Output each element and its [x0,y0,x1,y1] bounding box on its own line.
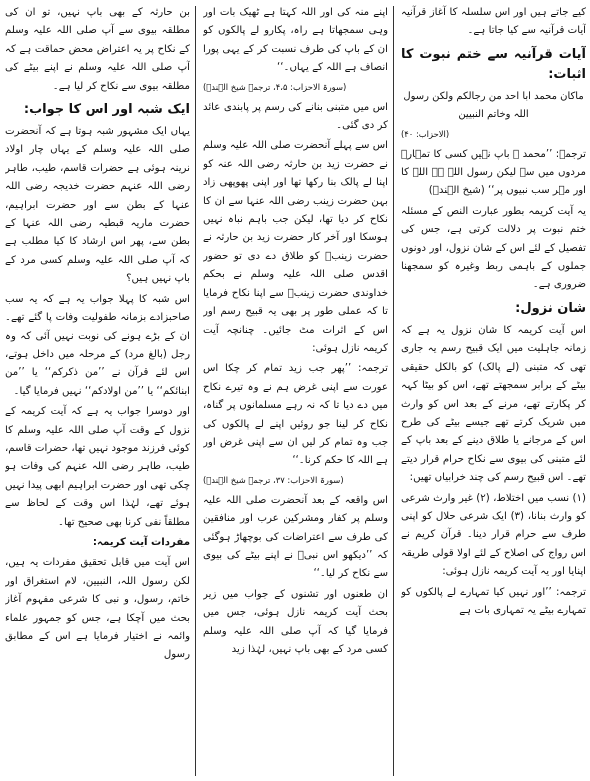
paragraph: کیے جاتے ہیں اور اس سلسلہ کا آغاز قرآنیہ آیات قرآنیہ سے کیا جاتا ہے۔ [401,7,586,37]
text-column-left [5,4,190,776]
paragraph: اس واقعہ کے بعد آنحضرت صلی اللہ علیہ وسلم پر کفار ومشرکین عرب اور منافقین کی طرف سے اعتراضات کی بوچھاڑ ہوگئی کہ ’’دیکھو اس نبیؐ نے اپنے بیٹے کی بیوی سے نکاح کر لیا۔‘‘ [203,494,388,580]
paragraph: (۱) نسب میں اختلاط، (۲) غیر وارث شرعی کو وارث بنانا، (۳) ایک شرعی حلال کو اپنی طرف سے حرام قرار دینا۔ قرآن کریم نے اس رواج کی اصلاح کے لئے اولا قولی طریقہ اپنایا اور یہ آیت کریمہ نازل ہوئی: [401,492,586,578]
paragraph: بن حارثہ کے بھی باپ نہیں، تو ان کی مطلقہ بیوی سے آپ صلی اللہ علیہ وسلم کے نکاح پر یہ اعتراض محض حماقت ہے کہ آپ صلی اللہ علیہ وسلم نے اپنے بیٹے کی مطلقہ بیوی سے نکاح کر لیا ہے۔ [5,7,190,92]
paragraph: اس میں متبنی بنانے کی رسم پر پابندی عائد کر دی گئی۔ [203,101,388,132]
verse-reference: (سورۃ الاحزاب: ۴،۵، ترجمہ شیخ الہندؒ) [203,81,347,92]
paragraph: اس شبہ کا پہلا جواب یہ ہے کہ یہ سب صاحبزادے بزمانہ طفولیت وفات پا گئے تھے۔ ان کے بڑے ہونے کی نوبت نہیں آئی کہ وہ رجل (بالغ مرد) کے مرحلہ میں داخل ہوتے، اس لئے قرآن نے ’’من ذکرکم‘‘ یا ’’من ابنائکم‘‘ یا ’’من اولادکم‘‘ نہیں فرمایا گیا۔ [5,293,190,397]
column-divider [393,6,394,776]
text-column-right [401,4,586,776]
paragraph: اس سے پہلے آنحضرت صلی اللہ علیہ وسلم نے حضرت زید بن حارثہ رضی اللہ عنہ کو اپنا لے پالک بنا رکھا تھا اور اپنی پھوپھی زاد بہن حضرت زینب رضی اللہ عنہا سے ان کا نکاح کر دیا تھا، لیکن جب باہم نباہ نہیں ہوسکا اور آخر کار حضرت زید بن حارثہ نے حضرت زینبؓ کو طلاق دے دی تو حضور اقدس صلی اللہ علیہ وسلم نے بحکم خداوندی حضرت زینبؓ سے اپنا نکاح فرمایا تا کہ عملی طور پر بھی یہ قبیح رسم اور اس کے اثرات مٹ جائیں۔ چنانچہ آیت کریمہ نازل ہوئی: [203,140,388,354]
paragraph: ان طعنوں اور تشنوں کے جواب میں زیر بحث آیت کریمہ نازل ہوئی، جس میں فرمایا گیا کہ آپ صلی اللہ علیہ وسلم کسی مرد کے بھی باپ نہیں، لہٰذا زید [203,588,388,655]
paragraph: یہ آیت کریمہ بطور عبارت النص کے مسئلہ ختم نبوت پر دلالت کرتی ہے، جس کی تفصیل کے لئے اس کے شان نزول، اور دونوں جملوں کے باہمی ربط وغیرہ کو سمجھنا ضروری ہے۔ [401,205,586,291]
text-column-middle [203,4,388,776]
quranic-verse: ماکان محمد ابا احد من رجالکم ولکن رسول اللہ وخاتم النبیین [403,90,584,121]
paragraph: ترجمہ: ’’اور نہیں کیا تمہارے لے پالکوں کو تمہارے بیٹے یہ تمہاری بات ہے [401,586,586,616]
paragraph: اور دوسرا جواب یہ ہے کہ آیت کریمہ کے نزول کے وقت آپ صلی اللہ علیہ وسلم کا کوئی فرزند موجود نہیں تھا، حضرات قاسم، طیب، طاہر رضی اللہ عنہم کی وفات ہو چکی تھی اور حضرت ابراہیم ابھی پیدا نہیں ہوئے تھے، لہٰذا اس وقت کے لحاظ سے مطلقاً نفی کرنا بھی صحیح تھا۔ [5,406,190,528]
section-heading: ایک شبہ اور اس کا جواب: [23,102,190,118]
paragraph: ترجمہ: ’’پھر جب زید تمام کر چکا اس عورت سے اپنی غرض ہم نے وہ تیرے نکاح میں دے دیا تا کہ نہ رہے مسلمانوں پر گناہ، نکاح کر لینا جو روئیں اپنے لے پالکوں کی جب وہ تمام کر لیں ان سے اپنی غرض اور ہے اللہ کا حکم کرنا۔‘‘ [203,363,388,467]
section-heading: آیات قرآنیہ سے ختم نبوت کا اثبات: [401,46,586,82]
section-heading: شان نزول: [515,300,586,316]
paragraph: اس آیت کریمہ کا شان نزول یہ ہے کہ زمانہ جاہلیت میں ایک قبیح رسم یہ جاری تھی کہ متبنی (لے پالک) کو بالکل حقیقی بیٹے کے برابر سمجھتے تھے، اس کو بیٹا کہہ کر پکارتے تھے، مرنے کے بعد اس کو وارث میں شریک کرتے تھے جیسے بیٹے کی طرح اس کے مرجانے یا طلاق دینے کے بعد باپ کے لئے متبنی کی بیوی سے نکاح حرام قرار دیتے تھے۔ اس قبیح رسم کی چند خرابیاں تھیں: [401,324,586,484]
verse-reference: (الاحزاب: ۴۰) [401,128,450,139]
column-divider [195,6,196,776]
subsection-label: مفردات آیت کریمہ: [92,536,190,548]
paragraph: اس آیت میں قابل تحقیق مفردات یہ ہیں، لکن رسول اللہ، النبیین، لام استغراق اور خاتم، رسول، و نبی کا شرعی مفہوم آغاز بحث میں آچکا ہے، جس کو جمہور علماء وائمہ نے اختیار فرمایا ہے اس کے مطابق رسول [5,557,190,661]
paragraph: ترجمہ: ’’محمد ؐ باپ نہیں کسی کا تمہارے مردوں میں سے لیکن رسول اللہ ہے اللہ کا اور مہر سب نبیوں پر‘‘ (شیخ الہندؒ) [401,148,586,197]
verse-reference: (سورۃ الاحزاب: ۳۷، ترجمہ شیخ الہندؒ) [203,474,344,485]
paragraph: اپنے منہ کی اور اللہ کہتا ہے ٹھیک بات اور وہی سمجھاتا ہے راہ، پکارو لے پالکوں کو ان کے باپ کی طرف نسبت کر کے یہی پورا انصاف ہے اللہ کے یہاں۔‘‘ [203,7,388,74]
paragraph: یہاں ایک مشہور شبہ ہوتا ہے کہ آنحضرت صلی اللہ علیہ وسلم کے یہاں چار اولاد نرینہ ہوئی ہے حضرات قاسم، طیب، طاہر رضی اللہ عنہم حضرت خدیجہ رضی اللہ عنہا کے بطن سے اور حضرت ابراہیم، حضرت ماریہ قبطیہ رضی اللہ عنہا کے بطن سے، پھر اس ارشاد کا کیا مطلب ہے کہ آپ صلی اللہ علیہ وسلم کسی مرد کے باپ نہیں ہیں؟ [5,126,190,285]
